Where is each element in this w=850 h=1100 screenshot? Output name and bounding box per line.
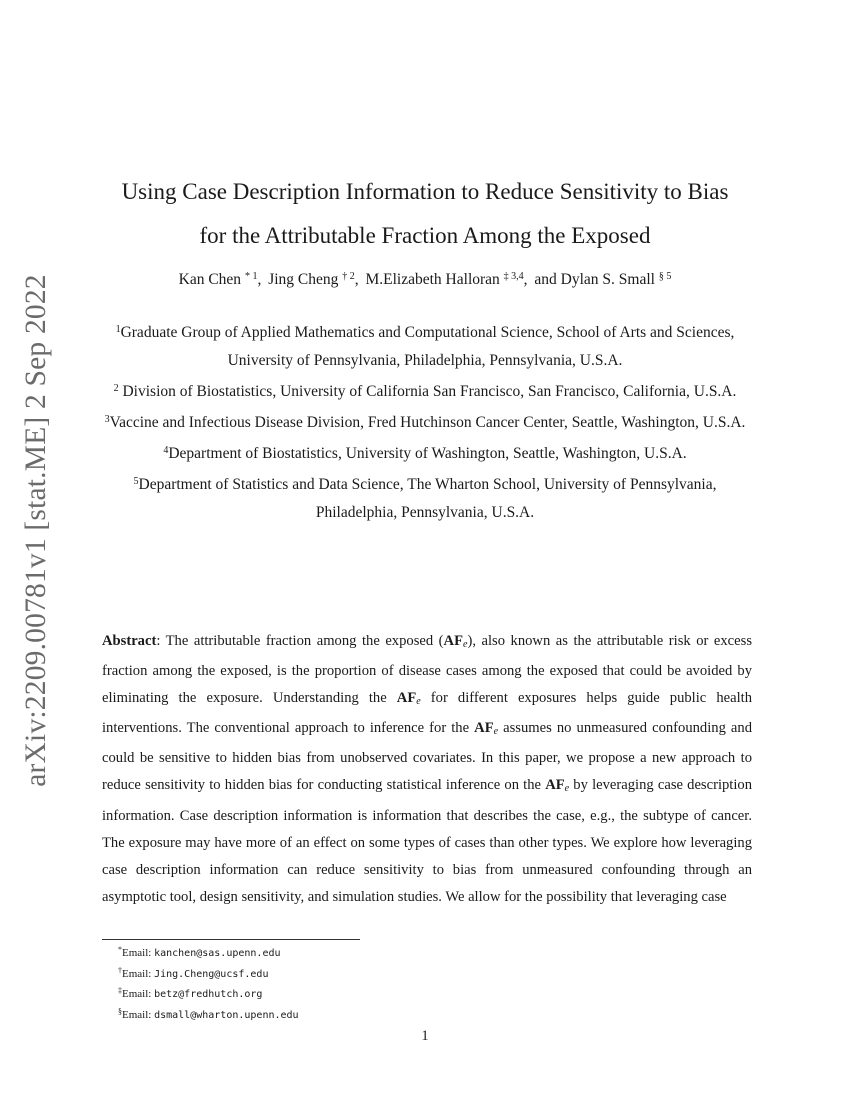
arxiv-stamp (16, 273, 56, 787)
affiliation-number: 5 (133, 476, 139, 487)
affiliation-text: Vaccine and Infectious Disease Division, Fred Hutchinson Cancer Center, Seattle, Washington, U.S.A. (109, 414, 746, 431)
affiliation-item (95, 406, 755, 437)
arxiv-identifier: arXiv:2209.00781v1 [stat.ME] 2 Sep 2022 (19, 273, 52, 787)
author-mark: ‡ 3,4 (503, 271, 524, 282)
affiliation-item (95, 316, 755, 375)
abstract-text: assumes no unmeasured confounding and could be sensitive to hidden bias from unobserved covariates. In this paper, we propose a new approach to reduce sensitivity to hidden bias for conducting statistical inference on the (102, 720, 753, 794)
title-line-1: Using Case Description Information to Reduce Sensitivity to Bias (121, 179, 729, 204)
af-symbol: AF (443, 633, 464, 649)
author-mark: † 2 (342, 271, 355, 282)
author-mark: * 1 (244, 271, 258, 282)
abstract-label: Abstract (102, 633, 157, 649)
abstract (102, 628, 752, 911)
affiliation-number: 2 (113, 383, 119, 394)
affiliation-number: 4 (163, 445, 169, 456)
author-name: and Dylan S. Small (534, 271, 655, 288)
affiliation-number: 3 (104, 414, 110, 425)
email-link[interactable]: dsmall@wharton.upenn.edu (154, 1009, 299, 1021)
affiliations (95, 316, 755, 527)
author-name: M.Elizabeth Halloran (365, 271, 500, 288)
footnote-mark: † (118, 965, 122, 975)
paper-title (0, 170, 850, 258)
affiliation-text: Graduate Group of Applied Mathematics and Computational Science, School of Arts and Sciences, University of Pennsylvania, Philadelphia, Pennsylvania, U.S.A. (120, 324, 735, 369)
abstract-text: by leveraging case description information. Case description information is information that describes the case, e.g., the subtype of cancer. The exposure may have more of an effect on some types of cases than other types. We explore how leveraging case description information can reduce sensitivity to bias from unmeasured confounding through an asymptotic tool, design sensitivity, and simulation studies. We allow for the possibility that leveraging case (102, 777, 753, 905)
af-symbol: AF (396, 690, 417, 707)
footnote-label: Email: (122, 1008, 155, 1021)
email-link[interactable]: kanchen@sas.upenn.edu (154, 948, 281, 959)
title-line-2: for the Attributable Fraction Among the Exposed (199, 223, 651, 248)
af-subscript: e (564, 783, 570, 795)
affiliation-text: Division of Biostatistics, University of California San Francisco, San Francisco, California, U.S.A. (118, 383, 737, 400)
affiliation-item (95, 375, 755, 406)
affiliation-item (95, 468, 755, 527)
footnote-item (118, 963, 299, 984)
footnotes (118, 942, 299, 1024)
footnote-item (118, 1004, 299, 1025)
footnote-label: Email: (122, 967, 155, 980)
af-subscript: e (463, 639, 468, 650)
affiliation-text: Department of Biostatistics, University of Washington, Seattle, Washington, U.S.A. (168, 445, 687, 462)
footnote-item (118, 942, 299, 963)
author-mark: § 5 (658, 271, 672, 282)
footnote-label: Email: (122, 988, 155, 1000)
footnote-mark: ‡ (118, 986, 122, 995)
footnote-item (118, 983, 299, 1004)
af-symbol: AF (545, 777, 565, 794)
abstract-text: for different exposures helps guide public health interventions. The conventional approach to inference for the (102, 690, 752, 737)
footnote-mark: § (118, 1006, 122, 1016)
author-name: Jing Cheng (268, 271, 339, 288)
page-number: 1 (421, 1028, 429, 1044)
affiliation-number: 1 (115, 324, 121, 335)
footnote-label: Email: (122, 947, 155, 959)
af-subscript: e (493, 726, 499, 738)
abstract-text: : The attributable fraction among the exposed ( (156, 633, 444, 649)
email-link[interactable]: betz@fredhutch.org (154, 989, 263, 1000)
af-symbol: AF (474, 720, 494, 737)
affiliation-item (95, 437, 755, 468)
footnote-rule (102, 939, 360, 940)
author-list: Kan Chen $^{* 1}$, Jing Cheng $^{\dagger 2}$, M.Elizabeth Halloran $^{\ddagger 3,4}$, and Dylan S. Small $^{\S 5}$ (178, 271, 672, 288)
affiliation-text: Department of Statistics and Data Science, The Wharton School, University of Pennsylvania, Philadelphia, Pennsylvania, U.S.A. (138, 476, 717, 521)
af-subscript: e (416, 696, 421, 708)
abstract-text: ), also known as the attributable risk or excess fraction among the exposed, is the proportion of disease cases among the exposed that could be avoided by eliminating the exposure. Understanding the (102, 633, 752, 707)
footnote-mark: * (118, 945, 122, 954)
author-name: Kan Chen (178, 271, 242, 288)
email-link[interactable]: Jing.Cheng@ucsf.edu (154, 968, 269, 980)
